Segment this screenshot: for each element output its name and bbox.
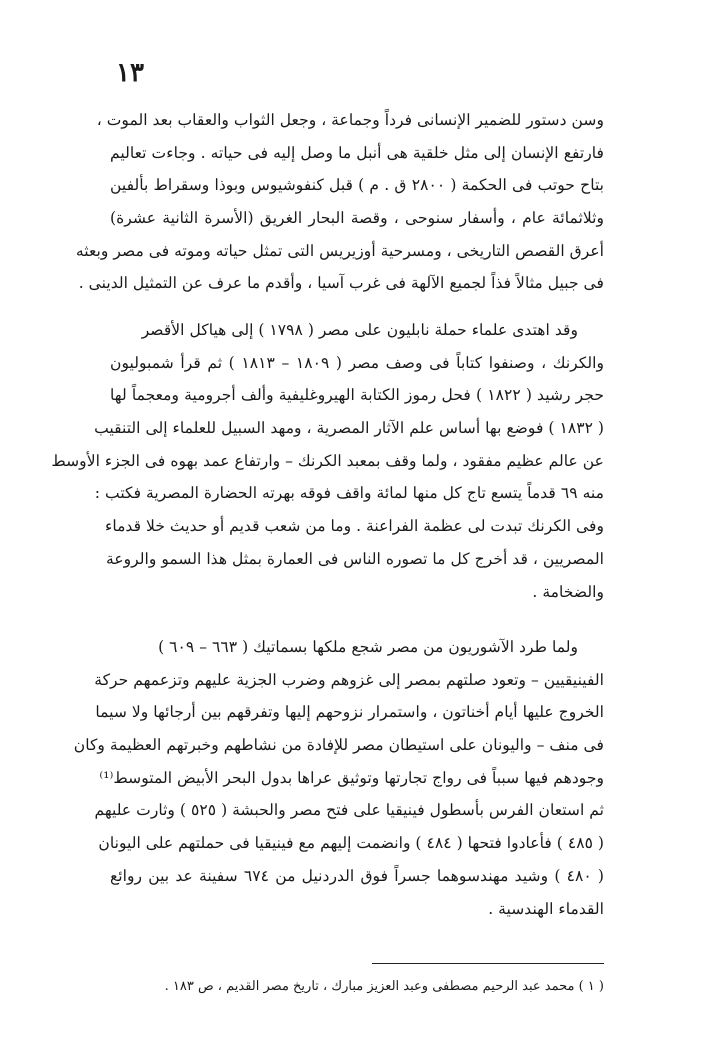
text-line: فى جبيل مثالاً فذاً لجميع الآلهة فى غرب آسيا ، وأقدم ما عرف عن التمثيل الدينى .: [78, 274, 604, 293]
paragraph-1: [75, 104, 604, 300]
text-line: المصريين ، قد أخرج كل ما تصوره الناس فى العمارة بمثل هذا السمو والروعة: [105, 549, 604, 568]
text-line: حجر رشيد ( ١٨٢٢ ) فحل رموز الكتابة الهيروغليفية وألف أجرومية ومعجماً لها: [110, 386, 604, 405]
text-line: منه ٦٩ قدماً يتسع تاج كل منها لمائة واقف فوقه بهرته الحضارة المصرية فكتب :: [94, 484, 604, 503]
text-line: فى منف – واليونان على استيطان مصر للإفادة من نشاطهم وخبرتهم العظيمة وكان: [73, 736, 604, 755]
text-line: فارتفع الإنسان إلى مثل خلقية هى أنبل ما وصل إليه فى حياته . وجاءت تعاليم: [110, 143, 604, 162]
text-line: ثم استعان الفرس بأسطول فينيقيا على فتح مصر والحبشة ( ٥٢٥ ) وثارت عليهم: [94, 801, 604, 820]
text-line: القدماء الهندسية .: [488, 899, 604, 918]
text-line: وثلاثمائة عام ، وأسفار سنوحى ، وقصة البحار الغريق (الأسرة الثانية عشرة): [110, 209, 604, 228]
paragraph-2: [51, 314, 605, 608]
text-line: بتاح حوتب فى الحكمة ( ٢٨٠٠ ق . م ) قبل كنفوشيوس وبوذا وسقراط بألفين: [110, 176, 604, 195]
text-line: أعرق القصص التاريخى ، ومسرحية أوزيريس التى تمثل حياته وموته فى مصر وبعثه: [75, 241, 604, 260]
text-line: ( ١٨٣٢ ) فوضع بها أساس علم الآثار المصرية ، ومهد السبيل للعلماء إلى التنقيب: [94, 419, 604, 438]
text-line: وسن دستور للضمير الإنسانى فرداً وجماعة ، وجعل الثواب والعقاب بعد الموت ،: [96, 111, 604, 129]
text-line: ولما طرد الآشوريون من مصر شجع ملكها بسماتيك ( ٦٦٣ – ٦٠٩ ): [158, 638, 578, 656]
text-line: والضخامة .: [532, 582, 604, 601]
footnote-divider: [372, 963, 604, 964]
text-line: والكرنك ، وصنفوا كتاباً فى وصف مصر ( ١٨٠٩ – ١٨١٣ ) ثم قرأ شمبوليون: [110, 353, 605, 372]
paragraph-3: [73, 631, 605, 925]
text-line: ( ٤٨٥ ) فأعادوا فتحها ( ٤٨٤ ) وانضمت إليهم مع فينيقيا فى حملتهم على اليونان: [98, 834, 604, 853]
text-line: عن عالم عظيم مفقود ، ولما وقف بمعبد الكرنك – وارتفاع عمد بهوه فى الجزء الأوسط: [51, 451, 604, 470]
text-line: وقد اهتدى علماء حملة نابليون على مصر ( ١٧٩٨ ) إلى هياكل الأقصر: [141, 321, 578, 339]
text-line: وجودهم فيها سبباً فى رواج تجارتها وتوثيق عراها بدول البحر الأبيض المتوسط⁽¹⁾: [99, 768, 604, 787]
footnote: ( ١ ) محمد عبد الرحيم مصطفى وعبد العزيز مبارك ، تاريخ مصر القديم ، ص ١٨٣ .: [164, 979, 604, 994]
page-number: ١٣: [116, 58, 144, 88]
text-line: ( ٤٨٠ ) وشيد مهندسوهما جسراً فوق الدردنيل من ٦٧٤ سفينة عد بين روائع: [110, 866, 605, 885]
text-line: الخروج عليها أيام أخناتون ، واستمرار نزوحهم إليها وتفرقهم بين أرجائها ولا سيما: [95, 703, 604, 722]
text-line: الفينيقيين – وتعود صلتهم بمصر إلى غزوهم وضرب الجزية عليهم وتزعمهم حركة: [94, 670, 604, 689]
text-line: وفى الكرنك تبدت لى عظمة الفراعنة . وما من شعب قديم أو حديث خلا قدماء: [105, 517, 604, 536]
